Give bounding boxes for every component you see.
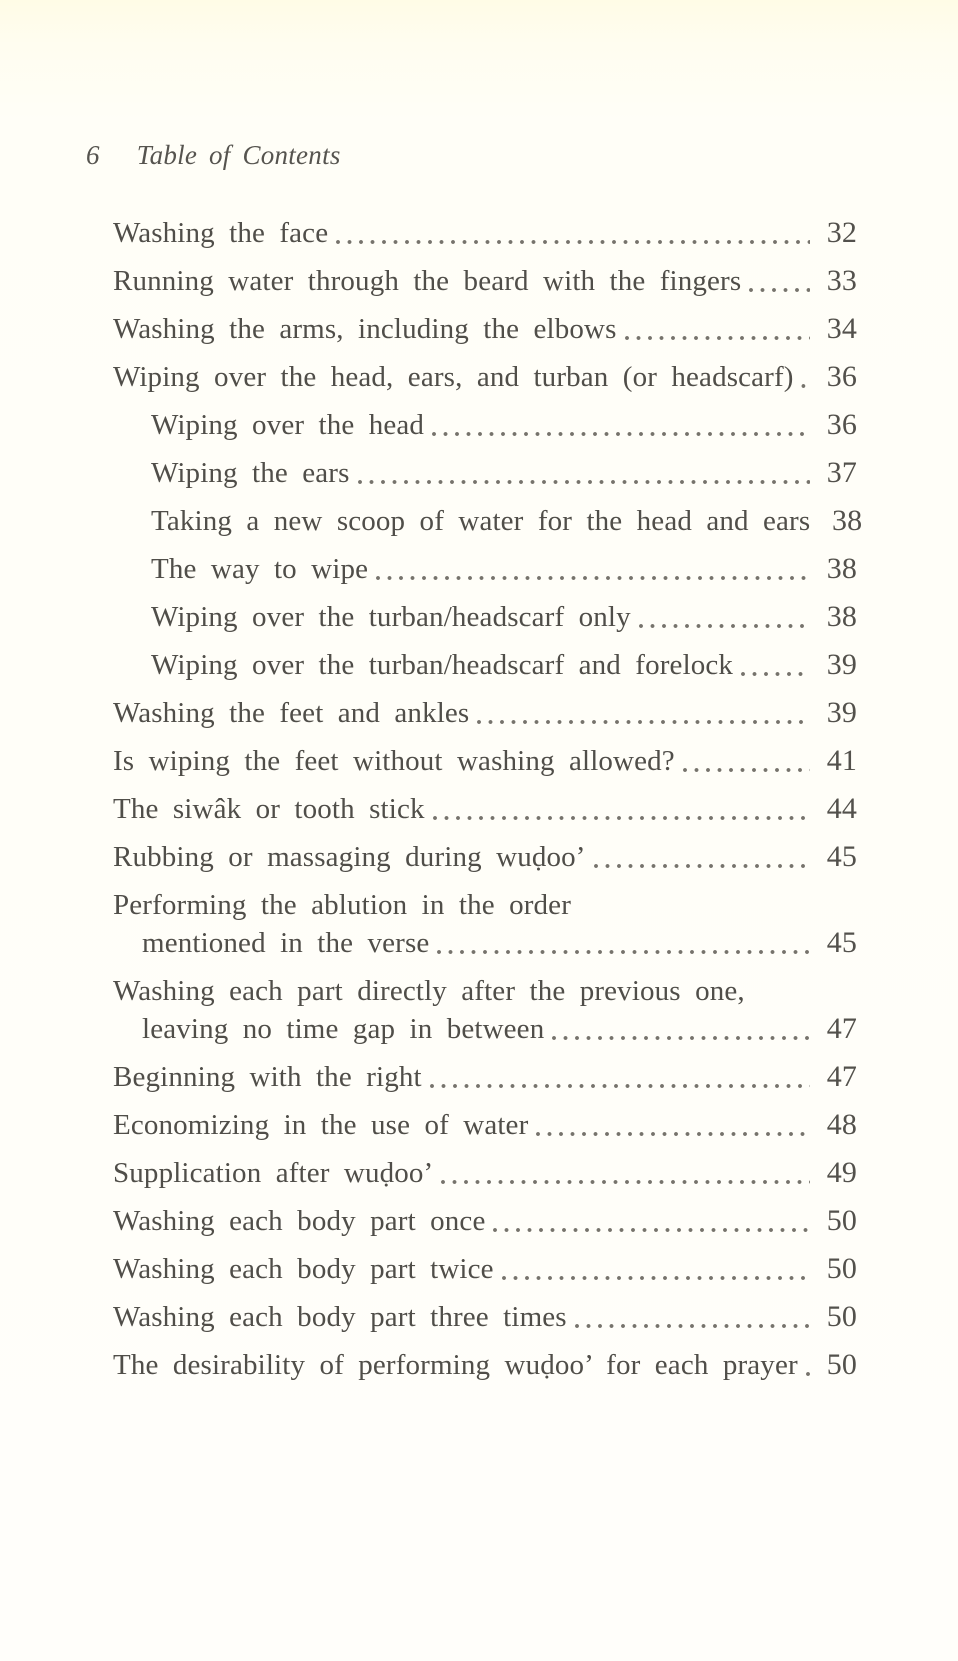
toc-entry: [113, 1202, 857, 1240]
entry-label: Wiping over the turban/headscarf and forelock: [151, 649, 734, 681]
toc-entry: [113, 502, 863, 540]
entry-page-number: 38: [826, 600, 857, 633]
toc-entry: [113, 646, 857, 684]
entry-label: Wiping over the turban/headscarf only: [151, 601, 631, 633]
entry-main-line: [151, 454, 857, 492]
entry-label: mentioned in the verse: [142, 927, 430, 959]
dot-leader: [373, 550, 810, 588]
entry-label: Running water through the beard with the fingers: [113, 265, 742, 297]
entry-label: Economizing in the use of water: [113, 1109, 529, 1141]
dot-leader: [499, 1250, 810, 1288]
dot-leader: [427, 1058, 810, 1096]
dot-leader: [429, 406, 810, 444]
entry-page-number: 39: [826, 696, 857, 729]
dot-leader: [622, 310, 810, 348]
dot-leader: [430, 790, 810, 828]
header-title: Table of Contents: [136, 140, 341, 170]
entry-page-number: 47: [826, 1012, 857, 1045]
dot-leader: [434, 924, 810, 962]
entry-label: leaving no time gap in between: [142, 1013, 545, 1045]
entry-main-line: [113, 310, 857, 348]
entry-main-line: [113, 214, 857, 252]
entry-label: Taking a new scoop of water for the head and ears: [151, 505, 811, 537]
page-header: [86, 140, 341, 171]
entry-page-number: 50: [826, 1252, 857, 1285]
toc-entry: [113, 1058, 857, 1096]
entry-page-number: 38: [826, 552, 857, 585]
toc-entry: [113, 310, 857, 348]
entry-page-number: 37: [826, 456, 857, 489]
entry-page-number: 38: [831, 504, 863, 537]
dot-leader: [438, 1154, 810, 1192]
entry-page-number: 50: [826, 1204, 857, 1237]
toc-entry: [113, 550, 857, 588]
entry-page-number: 48: [826, 1108, 857, 1141]
entry-main-line: [113, 1202, 857, 1240]
toc-list: [113, 214, 863, 1394]
entry-label: Is wiping the feet without washing allowed?: [113, 745, 675, 777]
entry-main-line: [113, 1250, 857, 1288]
entry-main-line: [113, 358, 857, 396]
dot-leader: [799, 358, 810, 396]
entry-main-line: [113, 1346, 857, 1384]
entry-main-line: [113, 1058, 857, 1096]
dot-leader: [490, 1202, 810, 1240]
dot-leader: [680, 742, 810, 780]
entry-main-line: [113, 262, 857, 300]
entry-main-line: [113, 1010, 857, 1048]
entry-label: Wiping over the head, ears, and turban (or headscarf): [113, 361, 794, 393]
dot-leader: [355, 454, 810, 492]
entry-page-number: 32: [826, 216, 857, 249]
entry-page-number: 36: [826, 408, 857, 441]
entry-page-number: 45: [826, 840, 857, 873]
entry-label: Washing the arms, including the elbows: [113, 313, 617, 345]
dot-leader: [746, 262, 810, 300]
entry-label: Washing each body part twice: [113, 1253, 494, 1285]
entry-label: Washing each body part once: [113, 1205, 486, 1237]
entry-page-number: 34: [826, 312, 857, 345]
entry-main-line: [113, 1106, 857, 1144]
toc-entry: [113, 1154, 857, 1192]
entry-main-line: [113, 838, 857, 876]
entry-main-line: [113, 790, 857, 828]
entry-label: The way to wipe: [151, 553, 369, 585]
toc-entry: [113, 742, 857, 780]
entry-main-line: [113, 924, 857, 962]
toc-entry: [113, 790, 857, 828]
entry-page-number: 50: [826, 1300, 857, 1333]
entry-page-number: 33: [826, 264, 857, 297]
entry-label: Beginning with the right: [113, 1061, 422, 1093]
dot-leader: [549, 1010, 810, 1048]
entry-label: Wiping the ears: [151, 457, 350, 489]
dot-leader: [738, 646, 810, 684]
dot-leader: [474, 694, 810, 732]
toc-entry: [113, 886, 857, 962]
entry-main-line: [113, 742, 857, 780]
entry-first-line: Washing each part directly after the previous one,: [113, 975, 745, 1007]
toc-entry: [113, 1298, 857, 1336]
toc-entry: [113, 214, 857, 252]
entry-page-number: 44: [826, 792, 857, 825]
entry-main-line: [151, 406, 857, 444]
dot-leader: [533, 1106, 810, 1144]
dot-leader: [572, 1298, 810, 1336]
toc-entry: [113, 694, 857, 732]
entry-main-line: [151, 598, 857, 636]
entry-label: Washing the face: [113, 217, 329, 249]
toc-entry: [113, 838, 857, 876]
entry-label: Wiping over the head: [151, 409, 425, 441]
entry-page-number: 47: [826, 1060, 857, 1093]
dot-leader: [591, 838, 810, 876]
entry-label: Washing each body part three times: [113, 1301, 567, 1333]
toc-entry: [113, 1250, 857, 1288]
entry-main-line: [151, 646, 857, 684]
toc-entry: [113, 358, 857, 396]
toc-entry: [113, 454, 857, 492]
entry-first-line: Performing the ablution in the order: [113, 889, 571, 921]
dot-leader: [803, 1346, 810, 1384]
entry-page-number: 39: [826, 648, 857, 681]
entry-page-number: 41: [826, 744, 857, 777]
entry-main-line: [113, 1298, 857, 1336]
entry-page-number: 45: [826, 926, 857, 959]
entry-main-line: [113, 1154, 857, 1192]
entry-page-number: 49: [826, 1156, 857, 1189]
entry-main-line: [151, 502, 863, 540]
entry-label: Washing the feet and ankles: [113, 697, 470, 729]
entry-label: Rubbing or massaging during wuḍoo’: [113, 841, 586, 873]
entry-label: The desirability of performing wuḍoo’ for each prayer: [113, 1349, 798, 1381]
entry-main-line: [113, 694, 857, 732]
folio-page-number: 6: [86, 140, 100, 170]
toc-entry: [113, 406, 857, 444]
entry-label: Supplication after wuḍoo’: [113, 1157, 434, 1189]
entry-label: The siwâk or tooth stick: [113, 793, 425, 825]
entry-page-number: 50: [826, 1348, 857, 1381]
dot-leader: [636, 598, 810, 636]
entry-page-number: 36: [826, 360, 857, 393]
entry-main-line: [151, 550, 857, 588]
toc-entry: [113, 972, 857, 1048]
dot-leader: [333, 214, 810, 252]
toc-entry: [113, 1346, 857, 1384]
toc-entry: [113, 1106, 857, 1144]
toc-entry: [113, 598, 857, 636]
toc-entry: [113, 262, 857, 300]
